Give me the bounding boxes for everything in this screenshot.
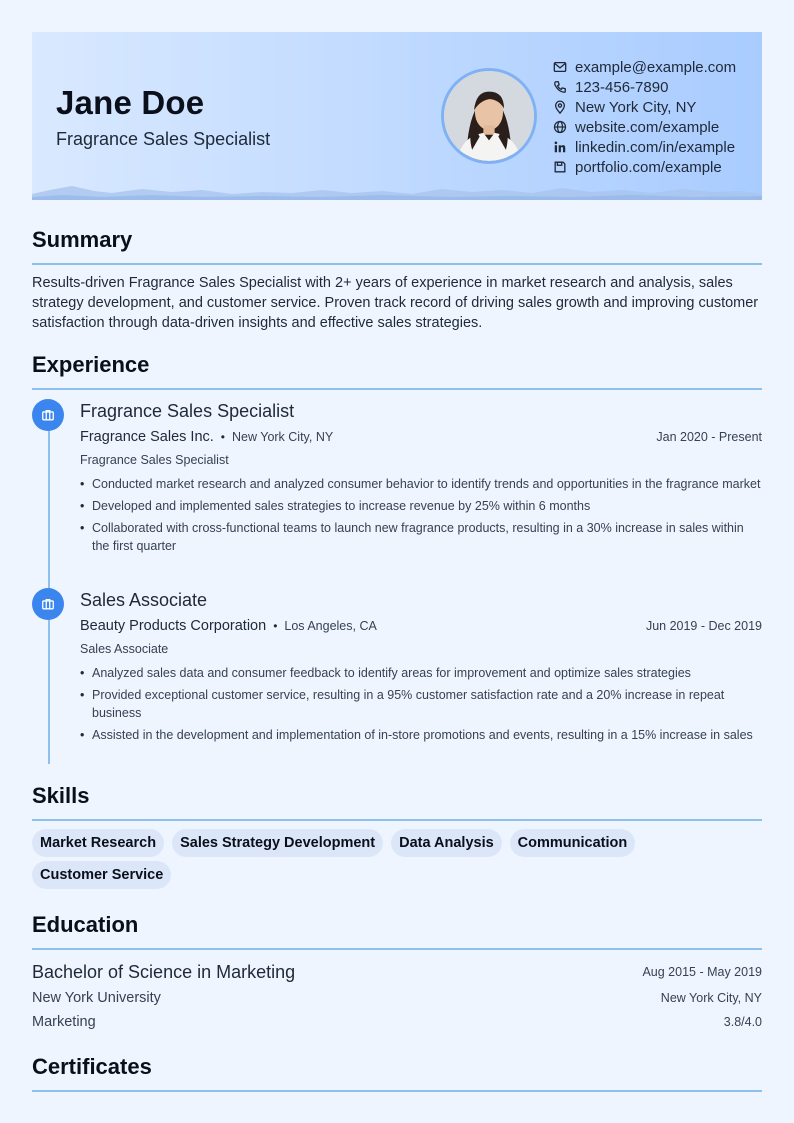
education-location: New York City, NY	[660, 991, 762, 1005]
job-subtitle: Sales Associate	[80, 642, 169, 656]
education-entry	[32, 960, 762, 1034]
education-degree: Bachelor of Science in Marketing	[32, 962, 296, 982]
skills-list	[32, 829, 762, 889]
job-bullets	[80, 475, 762, 555]
phone-icon	[552, 79, 568, 95]
candidate-title: Fragrance Sales Specialist	[56, 129, 271, 149]
candidate-name: Jane Doe	[56, 84, 205, 121]
job-bullet: • Provided exceptional customer service, resulting in a 95% customer satisfaction rate and a 20% increase in repeat business	[80, 686, 762, 722]
experience-divider	[32, 388, 762, 390]
portfolio-icon	[552, 159, 568, 175]
contact-email-text: example@example.com	[575, 58, 737, 76]
education-field: Marketing	[32, 1014, 96, 1030]
skills-heading: Skills	[32, 783, 90, 808]
skill-chip: Customer Service	[32, 861, 171, 889]
job-subtitle: Fragrance Sales Specialist	[80, 453, 229, 467]
contact-linkedin-text: linkedin.com/in/example	[575, 138, 736, 156]
header-wave-decoration	[32, 182, 762, 200]
skill-chip: Sales Strategy Development	[172, 829, 383, 857]
resume-header	[32, 32, 762, 200]
job-bullet: • Assisted in the development and implementation of in-store promotions and events, resulting in a 15% increase in sales	[80, 726, 762, 744]
skill-chip: Communication	[510, 829, 636, 857]
job-dates: Jan 2020 - Present	[656, 430, 762, 444]
mail-icon	[552, 59, 568, 75]
contact-portfolio-text: portfolio.com/example	[575, 158, 722, 176]
linkedin-icon	[552, 139, 568, 155]
location-pin-icon	[552, 99, 568, 115]
education-school: New York University	[32, 990, 161, 1006]
separator-dot: •	[273, 619, 278, 633]
skill-chip: Data Analysis	[391, 829, 502, 857]
education-dates: Aug 2015 - May 2019	[642, 965, 762, 979]
education-heading: Education	[32, 912, 139, 937]
job-entry	[80, 588, 762, 744]
summary-divider	[32, 263, 762, 265]
summary-text: Results-driven Fragrance Sales Specialist with 2+ years of experience in market research and analysis, sales strategy development, and customer service. Proven track record of driving sales growth and improving customer satisfaction through data-driven insights and effective sales strategies.	[32, 275, 759, 331]
briefcase-icon	[32, 588, 64, 620]
contact-list	[552, 57, 736, 177]
contact-website-text: website.com/example	[575, 118, 720, 136]
briefcase-icon	[32, 399, 64, 431]
summary-heading: Summary	[32, 227, 133, 252]
education-divider	[32, 948, 762, 950]
job-entry	[80, 399, 762, 555]
job-dates: Jun 2019 - Dec 2019	[645, 619, 762, 633]
skills-divider	[32, 819, 762, 821]
job-bullet: • Analyzed sales data and consumer feedback to identify areas for improvement and optimize sales strategies	[80, 664, 762, 682]
separator-dot: •	[220, 430, 225, 444]
contact-phone-text: 123-456-7890	[575, 78, 669, 96]
certificates-heading: Certificates	[32, 1054, 152, 1079]
job-company: Beauty Products Corporation	[80, 618, 267, 634]
experience-heading: Experience	[32, 352, 150, 377]
contact-phone[interactable]	[552, 77, 736, 97]
job-title: Sales Associate	[80, 590, 208, 610]
contact-portfolio[interactable]	[552, 157, 736, 177]
job-bullets	[80, 664, 762, 744]
job-company: Fragrance Sales Inc.	[80, 429, 214, 445]
education-gpa: 3.8/4.0	[723, 1015, 762, 1029]
globe-icon	[552, 119, 568, 135]
job-bullet: • Conducted market research and analyzed consumer behavior to identify trends and opportunities in the fragrance market	[80, 475, 762, 493]
contact-location	[552, 97, 736, 117]
contact-email[interactable]	[552, 57, 736, 77]
job-title: Fragrance Sales Specialist	[80, 401, 295, 421]
profile-photo	[441, 68, 537, 164]
job-location: New York City, NY	[232, 430, 334, 444]
job-bullet: • Developed and implemented sales strategies to increase revenue by 25% within 6 months	[80, 497, 762, 515]
contact-website[interactable]	[552, 117, 736, 137]
contact-location-text: New York City, NY	[575, 98, 697, 116]
skill-chip: Market Research	[32, 829, 164, 857]
contact-linkedin[interactable]	[552, 137, 736, 157]
job-bullet: • Collaborated with cross-functional teams to launch new fragrance products, resulting in a 30% increase in sales within the first quarter	[80, 519, 762, 555]
certificates-divider	[32, 1090, 762, 1092]
job-location: Los Angeles, CA	[284, 619, 377, 633]
